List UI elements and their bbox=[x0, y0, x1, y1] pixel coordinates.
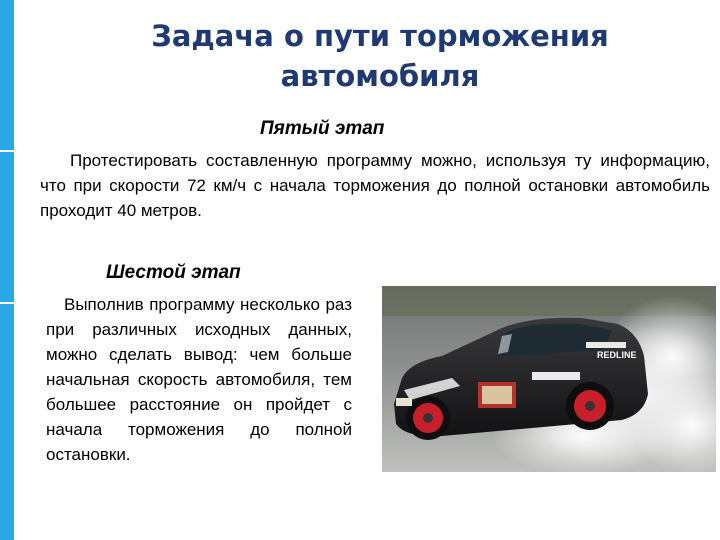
accent-side-bar bbox=[0, 0, 14, 540]
page-title-line-2: автомобиля bbox=[280, 59, 480, 93]
car-sticker-text: REDLINE bbox=[597, 350, 637, 360]
drift-car-photo bbox=[382, 286, 716, 472]
page-title bbox=[40, 16, 720, 96]
stage-6-paragraph: Выполнив программу несколько раз при различных исходных данных, можно сделать вывод: чем больше начальная скорость автомобиля, тем большее расстояние он пройдет с начала торможения до полной остановки. bbox=[46, 295, 352, 464]
accent-bar-segment bbox=[0, 152, 14, 302]
accent-bar-segment bbox=[0, 304, 14, 540]
headlight bbox=[396, 398, 412, 406]
stage-6-heading: Шестой этап bbox=[106, 262, 241, 283]
stage-5-heading: Пятый этап bbox=[260, 118, 385, 139]
page-title-line-1: Задача о пути торможения bbox=[151, 19, 609, 53]
stage-5-paragraph: Протестировать составленную программу можно, используя ту информацию, что при скорости 72 км/ч с начала торможения до полной остановки автомобиль проходит 40 метров. bbox=[40, 151, 710, 220]
accent-bar-segment bbox=[0, 0, 14, 150]
